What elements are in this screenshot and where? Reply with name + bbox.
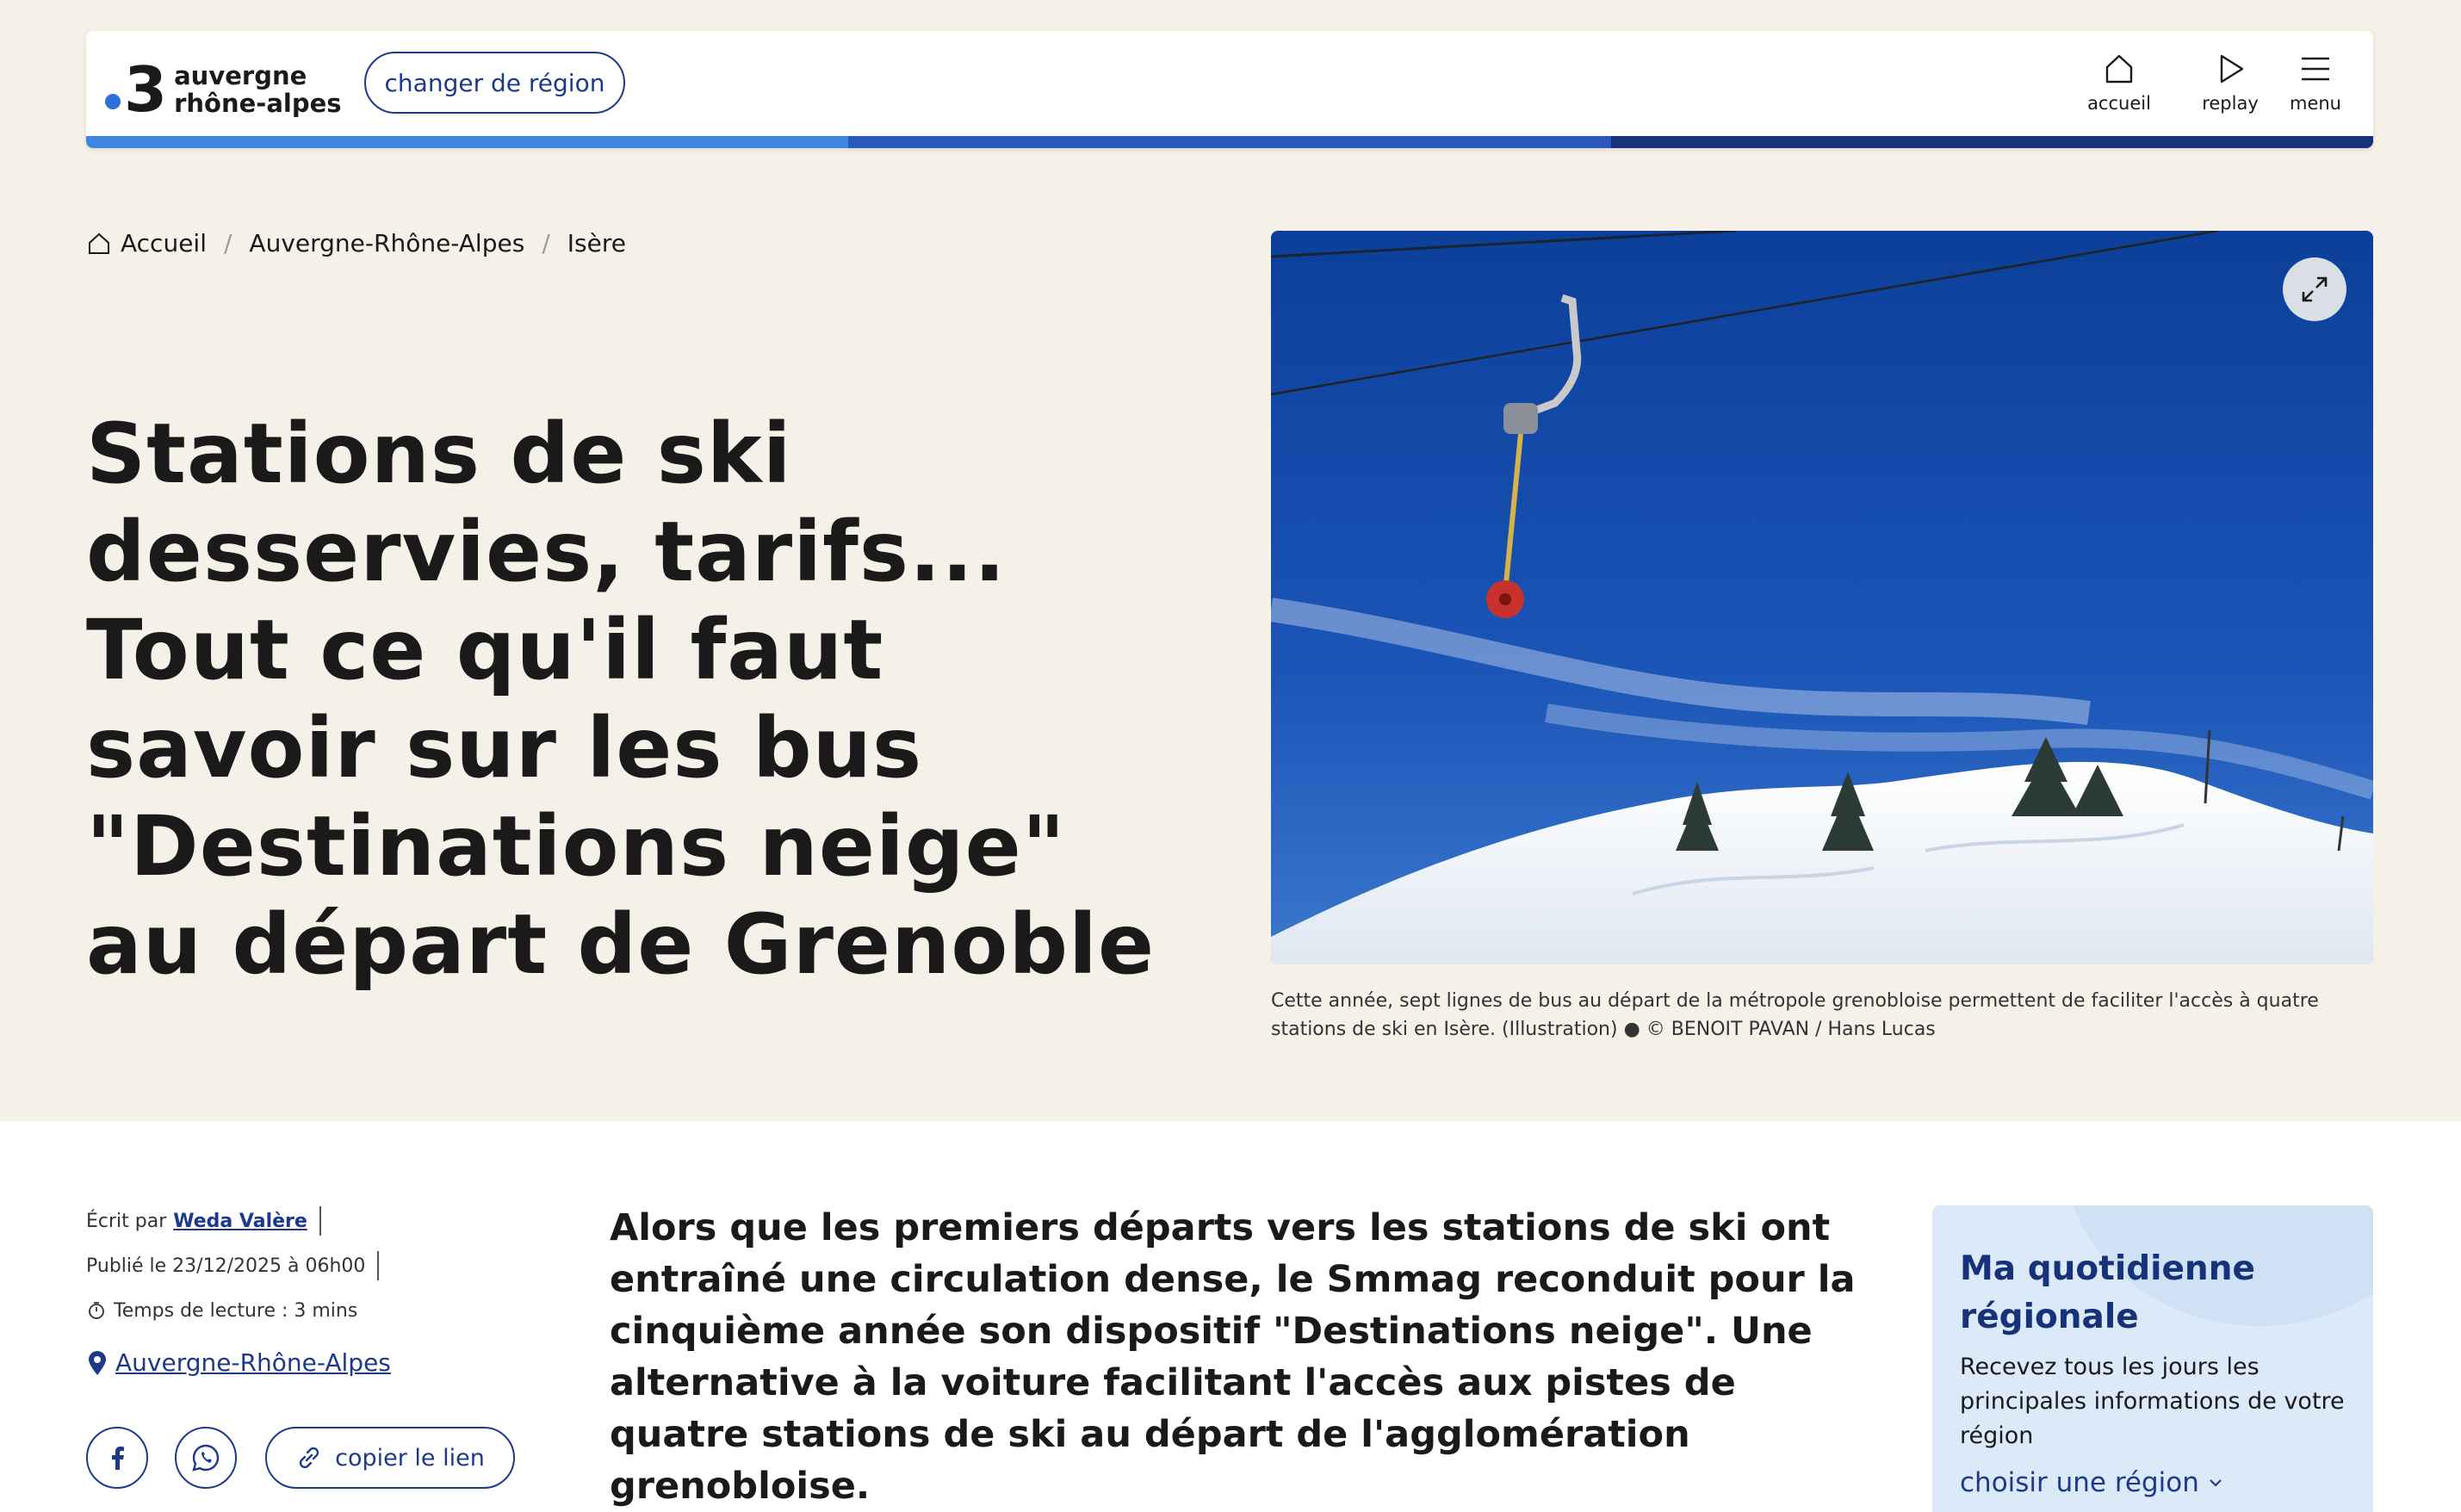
logo-line2: rhône-alpes: [174, 89, 342, 118]
breadcrumb-isere[interactable]: Isère: [567, 229, 626, 257]
breadcrumb-separator: /: [223, 229, 232, 257]
copy-link-label: copier le lien: [335, 1444, 485, 1472]
breadcrumb: [86, 229, 626, 257]
meta-divider: [377, 1251, 379, 1280]
reading-time: Temps de lecture : 3 mins: [114, 1299, 358, 1322]
nav-menu[interactable]: [2281, 52, 2350, 131]
whatsapp-icon: [191, 1443, 220, 1472]
newsletter-box: [1932, 1205, 2373, 1512]
location-pin-icon: [86, 1350, 108, 1376]
logo-dot: [105, 94, 121, 109]
article-photo[interactable]: [1271, 231, 2373, 964]
article-meta: [86, 1205, 534, 1340]
nav-accueil[interactable]: [2085, 52, 2154, 131]
copy-link-button[interactable]: [265, 1427, 515, 1489]
share-facebook-button[interactable]: [86, 1427, 148, 1489]
published-line: [86, 1250, 534, 1281]
breadcrumb-region[interactable]: Auvergne-Rhône-Alpes: [249, 229, 525, 257]
site-header: [86, 31, 2373, 148]
stripe-segment: [848, 136, 1610, 148]
article-title: Stations de ski desservies, tarifs... Tout ce qu'il faut savoir sur les bus "Destinations neige" au départ de Grenoble: [86, 406, 1156, 993]
breadcrumb-accueil[interactable]: Accueil: [121, 229, 207, 257]
meta-divider: [319, 1206, 321, 1236]
expand-photo-button[interactable]: [2283, 257, 2346, 321]
location-link[interactable]: [86, 1348, 391, 1377]
share-whatsapp-button[interactable]: [175, 1427, 237, 1489]
nav-menu-label: menu: [2290, 93, 2341, 114]
logo-number: 3: [124, 53, 166, 126]
stripe-segment: [86, 136, 848, 148]
logo-text: [174, 62, 341, 117]
written-by-label: Écrit par: [86, 1210, 167, 1232]
choose-region-label: choisir une région: [1960, 1467, 2199, 1498]
expand-icon: [2300, 275, 2329, 304]
nav-replay-label: replay: [2202, 93, 2259, 114]
timer-icon: [86, 1300, 107, 1321]
newsletter-title: Ma quotidienne régionale: [1960, 1249, 2255, 1336]
author-line: [86, 1205, 534, 1236]
chevron-down-icon: [2206, 1473, 2225, 1492]
photo-caption: Cette année, sept lignes de bus au départ de la métropole grenobloise permettent de faciliter l'accès à quatre stations de ski en Isère. (Illustration) ● © BENOIT PAVAN / Hans Lucas: [1271, 990, 2319, 1040]
nav-accueil-label: accueil: [2087, 93, 2151, 114]
choose-region-link[interactable]: [1960, 1467, 2225, 1498]
facebook-icon: [105, 1445, 129, 1471]
breadcrumb-separator: /: [542, 229, 550, 257]
location-label: Auvergne-Rhône-Alpes: [115, 1348, 391, 1377]
article-lead: Alors que les premiers départs vers les stations de ski ont entraîné une circulation dense, le Smmag reconduit pour la cinquième année son dispositif "Destinations neige". Une alternative à la voiture facilitant l'accès aux pistes de quatre stations de ski au départ de l'agglomération grenobloise.: [610, 1206, 1856, 1508]
ski-lift-photo: [1271, 231, 2373, 964]
nav-replay[interactable]: [2196, 52, 2265, 131]
header-color-stripe: [86, 136, 2373, 148]
author-link[interactable]: Weda Valère: [173, 1210, 307, 1232]
newsletter-text: Recevez tous les jours les principales informations de votre région: [1960, 1354, 2345, 1449]
published-date: Publié le 23/12/2025 à 06h00: [86, 1255, 366, 1277]
hamburger-icon: [2298, 52, 2333, 86]
stripe-segment: [1611, 136, 2373, 148]
home-icon: [86, 231, 112, 257]
change-region-button[interactable]: changer de région: [364, 52, 625, 114]
reading-time-line: [86, 1295, 534, 1326]
logo-line1: auvergne: [174, 61, 307, 90]
link-icon: [295, 1444, 323, 1472]
site-logo[interactable]: [105, 55, 342, 124]
play-icon: [2213, 52, 2247, 86]
home-icon: [2102, 52, 2136, 86]
